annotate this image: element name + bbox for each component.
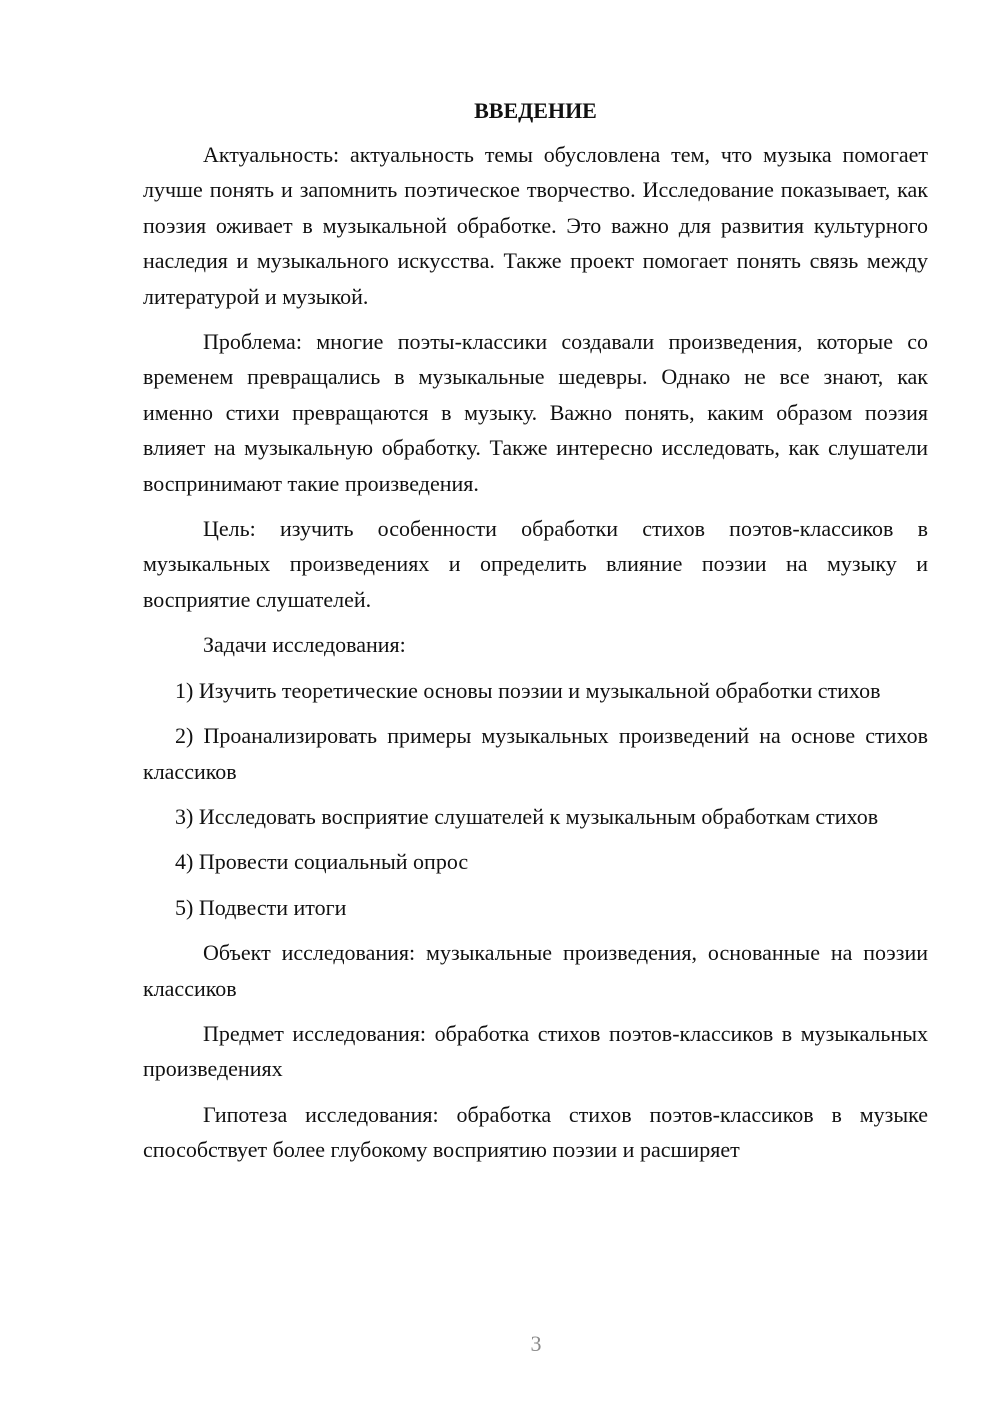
task-item: 4) Провести социальный опрос <box>175 849 469 875</box>
task-item: 5) Подвести итоги <box>175 894 347 920</box>
goal-paragraph: Цель: изучить особенности обработки стихов поэтов-классиков в музыкальных произведениях и определить влияние поэзии на музыку и восприятие слушателей. <box>143 516 928 612</box>
relevance-paragraph: Актуальность: актуальность темы обусловлена тем, что музыка помогает лучше понять и запомнить поэтическое творчество. Исследование показывает, как поэзия оживает в музыкальной обработке. Это важно для развития культурного наследия и музыкального искусства. Также проект помогает понять связь между литературой и музыкой. <box>143 142 928 309</box>
problem-paragraph: Проблема: многие поэты-классики создавали произведения, которые со временем превращались в музыкальные шедевры. Однако не все знают, как именно стихи превращаются в музыку. Важно понять, каким образом поэзия влияет на музыкальную обработку. Также интересно исследовать, как слушатели воспринимают такие произведения. <box>143 329 928 496</box>
task-item: 2) Проанализировать примеры музыкальных произведений на основе стихов классиков <box>143 723 928 784</box>
task-item: 3) Исследовать восприятие слушателей к музыкальным обработкам стихов <box>175 803 879 829</box>
page-content <box>143 93 928 1178</box>
section-title: ВВЕДЕНИЕ <box>474 98 597 123</box>
hypothesis-paragraph: Гипотеза исследования: обработка стихов поэтов-классиков в музыке способствует более глубокому восприятию поэзии и расширяет <box>143 1101 928 1163</box>
tasks-heading: Задачи исследования: <box>203 632 406 658</box>
subject-paragraph: Предмет исследования: обработка стихов поэтов-классиков в музыкальных произведениях <box>143 1020 928 1082</box>
task-item: 1) Изучить теоретические основы поэзии и музыкальной обработки стихов <box>175 677 881 703</box>
page-number: 3 <box>530 1331 542 1356</box>
object-paragraph: Объект исследования: музыкальные произведения, основанные на поэзии классиков <box>143 940 928 1001</box>
